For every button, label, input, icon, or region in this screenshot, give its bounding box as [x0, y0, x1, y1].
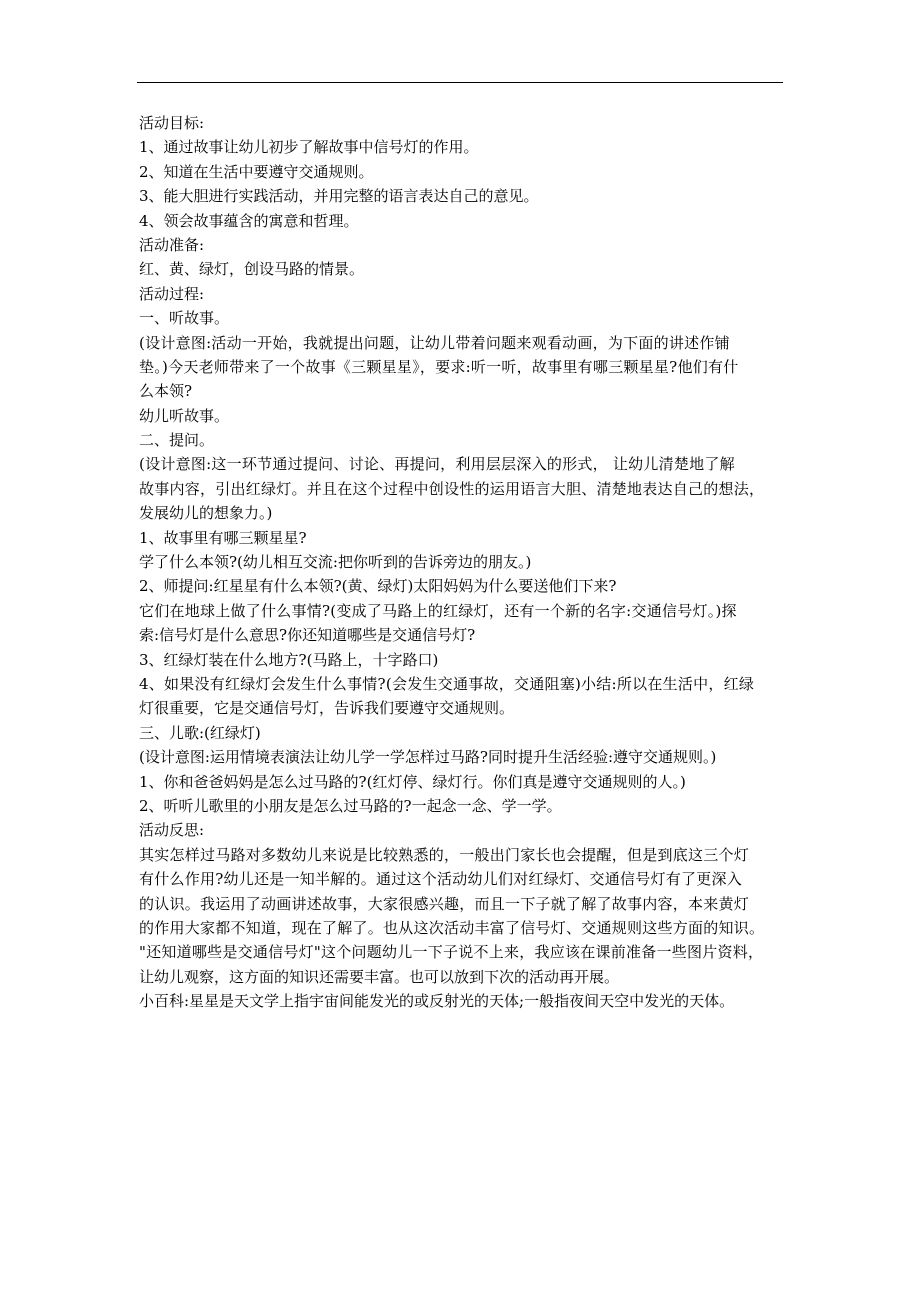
question-item-2-detail: 索:信号灯是什么意思?你还知道哪些是交通信号灯?: [139, 626, 476, 645]
section-2-title: 二、提问。: [139, 431, 215, 450]
heading-activity-preparation: 活动准备:: [139, 235, 205, 254]
song-item-2: 2、听听儿歌里的小朋友是怎么过马路的?一起念一念、学一学。: [139, 796, 562, 815]
reflection-text: "还知道哪些是交通信号灯"这个问题幼儿一下子说不上来，我应该在课前准备一些图片资料，: [139, 943, 764, 962]
section-1-text: 幼儿听故事。: [139, 406, 230, 425]
section-1-text: 垫。)今天老师带来了一个故事《三颗星星》，要求:听一听，故事里有哪三颗星星?他们有什: [139, 357, 739, 376]
preparation-text: 红、黄、绿灯，创设马路的情景。: [139, 260, 365, 279]
reflection-text: 其实怎样过马路对多数幼儿来说是比较熟悉的，一般出门家长也会提醒，但是到底这三个灯: [139, 845, 750, 864]
question-item-1-detail: 学了什么本领?(幼儿相互交流:把你听到的告诉旁边的朋友。): [139, 553, 532, 572]
section-1-text: 么本领?: [139, 382, 193, 401]
goal-item-1: 1、通过故事让幼儿初步了解故事中信号灯的作用。: [139, 138, 479, 157]
section-1-text: (设计意图:活动一开始，我就提出问题，让幼儿带着问题来观看动画，为下面的讲述作铺: [139, 333, 730, 352]
reflection-text: 的作用大家都不知道，现在了解了。也从这次活动丰富了信号灯、交通规则这些方面的知识。: [139, 918, 765, 937]
heading-activity-reflection: 活动反思:: [139, 821, 205, 840]
section-1-title: 一、听故事。: [139, 309, 230, 328]
reflection-text: 有什么作用?幼儿还是一知半解的。通过这个活动幼儿们对红绿灯、交通信号灯有了更深入: [139, 870, 743, 889]
heading-activity-process: 活动过程:: [139, 284, 205, 303]
encyclopedia-note: 小百科:星星是天文学上指宇宙间能发光的或反射光的天体;一般指夜间天空中发光的天体。: [139, 992, 735, 1011]
question-item-1: 1、故事里有哪三颗星星?: [139, 528, 307, 547]
question-item-4: 4、如果没有红绿灯会发生什么事情?(会发生交通事故，交通阻塞)小结:所以在生活中，红绿: [139, 674, 755, 693]
heading-activity-goals: 活动目标:: [139, 114, 205, 132]
song-item-1: 1、你和爸爸妈妈是怎么过马路的?(红灯停、绿灯行。你们真是遵守交通规则的人。): [139, 772, 686, 791]
document-body: [139, 111, 799, 1013]
goal-item-3: 3、能大胆进行实践活动，并用完整的语言表达自己的意见。: [139, 187, 539, 206]
question-item-4-detail: 灯很重要，它是交通信号灯，告诉我们要遵守交通规则。: [139, 699, 515, 718]
header-rule: [137, 82, 783, 83]
section-3-title: 三、儿歌:(红绿灯): [139, 723, 261, 742]
question-item-2-detail: 它们在地球上做了什么事情?(变成了马路上的红绿灯，还有一个新的名字:交通信号灯。)探: [139, 601, 737, 620]
question-item-2: 2、师提问:红星星有什么本领?(黄、绿灯)太阳妈妈为什么要送他们下来?: [139, 577, 617, 596]
question-item-3: 3、红绿灯装在什么地方?(马路上，十字路口): [139, 650, 439, 669]
section-2-text: 故事内容，引出红绿灯。并且在这个过程中创设性的运用语言大胆、清楚地表达自己的想法，: [139, 479, 765, 498]
section-2-text: (设计意图:这一环节通过提问、讨论、再提问，利用层层深入的形式， 让幼儿清楚地了解: [139, 455, 735, 474]
reflection-text: 的认识。我运用了动画讲述故事，大家很感兴趣，而且一下子就了解了故事内容，本来黄灯: [139, 894, 750, 913]
section-2-text: 发展幼儿的想象力。): [139, 504, 273, 523]
reflection-text: 让幼儿观察，这方面的知识还需要丰富。也可以放到下次的活动再开展。: [139, 967, 620, 986]
section-3-text: (设计意图:运用情境表演法让幼儿学一学怎样过马路?同时提升生活经验:遵守交通规则。): [139, 748, 717, 767]
goal-item-4: 4、领会故事蕴含的寓意和哲理。: [139, 211, 359, 230]
goal-item-2: 2、知道在生活中要遵守交通规则。: [139, 162, 374, 181]
